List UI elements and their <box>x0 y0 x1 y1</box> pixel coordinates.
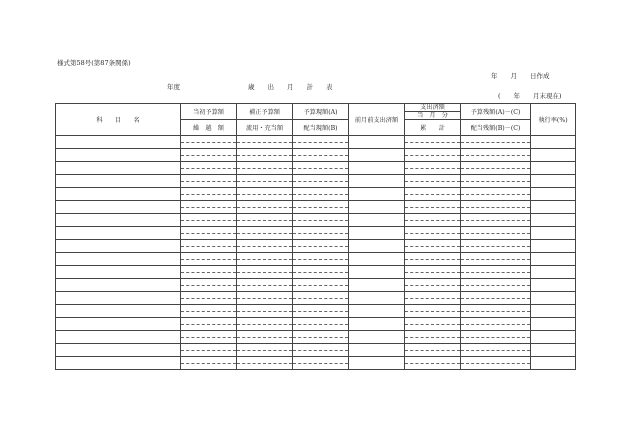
header-cumulative: 累 計 <box>405 120 461 136</box>
amount-cell <box>349 266 405 279</box>
as-of-date: ( 年 月末現在) <box>498 92 562 100</box>
header-diversion: 流用・充当額 <box>237 120 293 136</box>
amount-cell <box>349 344 405 357</box>
subject-cell <box>56 227 181 240</box>
header-budget-remaining: 予算残額(A)－(C) <box>461 104 531 120</box>
subject-cell <box>56 318 181 331</box>
rate-cell <box>531 305 576 318</box>
rate-cell <box>531 149 576 162</box>
amount-cell <box>461 363 531 370</box>
subject-cell <box>56 253 181 266</box>
subject-cell <box>56 149 181 162</box>
subject-cell <box>56 175 181 188</box>
subject-cell <box>56 279 181 292</box>
amount-cell <box>349 253 405 266</box>
rate-cell <box>531 188 576 201</box>
form-number: 様式第58号(第87条関係) <box>57 59 131 67</box>
amount-cell <box>349 227 405 240</box>
subject-cell <box>56 188 181 201</box>
amount-cell <box>349 279 405 292</box>
header-initial-budget: 当初予算額 <box>181 104 237 120</box>
rate-cell <box>531 201 576 214</box>
header-allocation-remaining: 配当残額(B)－(C) <box>461 120 531 136</box>
rate-cell <box>531 162 576 175</box>
subject-cell <box>56 266 181 279</box>
rate-cell <box>531 357 576 370</box>
amount-cell <box>405 363 461 370</box>
rate-cell <box>531 318 576 331</box>
rate-cell <box>531 136 576 149</box>
rate-cell <box>531 214 576 227</box>
rate-cell <box>531 266 576 279</box>
header-carryover: 繰 越 額 <box>181 120 237 136</box>
amount-cell <box>349 331 405 344</box>
amount-cell <box>293 363 349 370</box>
rate-cell <box>531 279 576 292</box>
rate-cell <box>531 292 576 305</box>
amount-cell <box>349 357 405 370</box>
rate-cell <box>531 175 576 188</box>
amount-cell <box>237 363 293 370</box>
rate-cell <box>531 253 576 266</box>
subject-cell <box>56 214 181 227</box>
rate-cell <box>531 344 576 357</box>
subject-cell <box>56 162 181 175</box>
header-expended-group <box>405 104 461 120</box>
header-prev-month-expended: 前月前支出済額 <box>349 104 405 136</box>
expenditure-monthly-table <box>55 103 576 370</box>
table-body <box>56 136 576 370</box>
subject-cell <box>56 136 181 149</box>
subject-cell <box>56 344 181 357</box>
amount-cell <box>349 214 405 227</box>
header-supplementary: 補正予算額 <box>237 104 293 120</box>
created-date: 年 月 日作成 <box>491 72 550 80</box>
amount-cell <box>349 201 405 214</box>
amount-cell <box>349 136 405 149</box>
amount-cell <box>349 240 405 253</box>
subject-cell <box>56 201 181 214</box>
header-expended: 支出済額 <box>405 104 460 112</box>
subject-cell <box>56 305 181 318</box>
header-subject: 科 目 名 <box>56 104 181 136</box>
rate-cell <box>531 240 576 253</box>
amount-cell <box>181 363 237 370</box>
page-title: 歳 出 月 計 表 <box>248 83 333 91</box>
rate-cell <box>531 227 576 240</box>
amount-cell <box>349 175 405 188</box>
amount-cell <box>349 149 405 162</box>
header-execution-rate: 執行率(%) <box>531 104 576 136</box>
header-allocated: 配当現額(B) <box>293 120 349 136</box>
year-label: 年度 <box>167 83 180 91</box>
amount-cell <box>349 292 405 305</box>
amount-cell <box>349 318 405 331</box>
subject-cell <box>56 240 181 253</box>
header-this-month: 当 月 分 <box>417 112 448 119</box>
amount-cell <box>349 162 405 175</box>
amount-cell <box>349 305 405 318</box>
rate-cell <box>531 331 576 344</box>
header-budget-current: 予算現額(A) <box>293 104 349 120</box>
amount-cell <box>349 188 405 201</box>
subject-cell <box>56 292 181 305</box>
subject-cell <box>56 357 181 370</box>
subject-cell <box>56 331 181 344</box>
